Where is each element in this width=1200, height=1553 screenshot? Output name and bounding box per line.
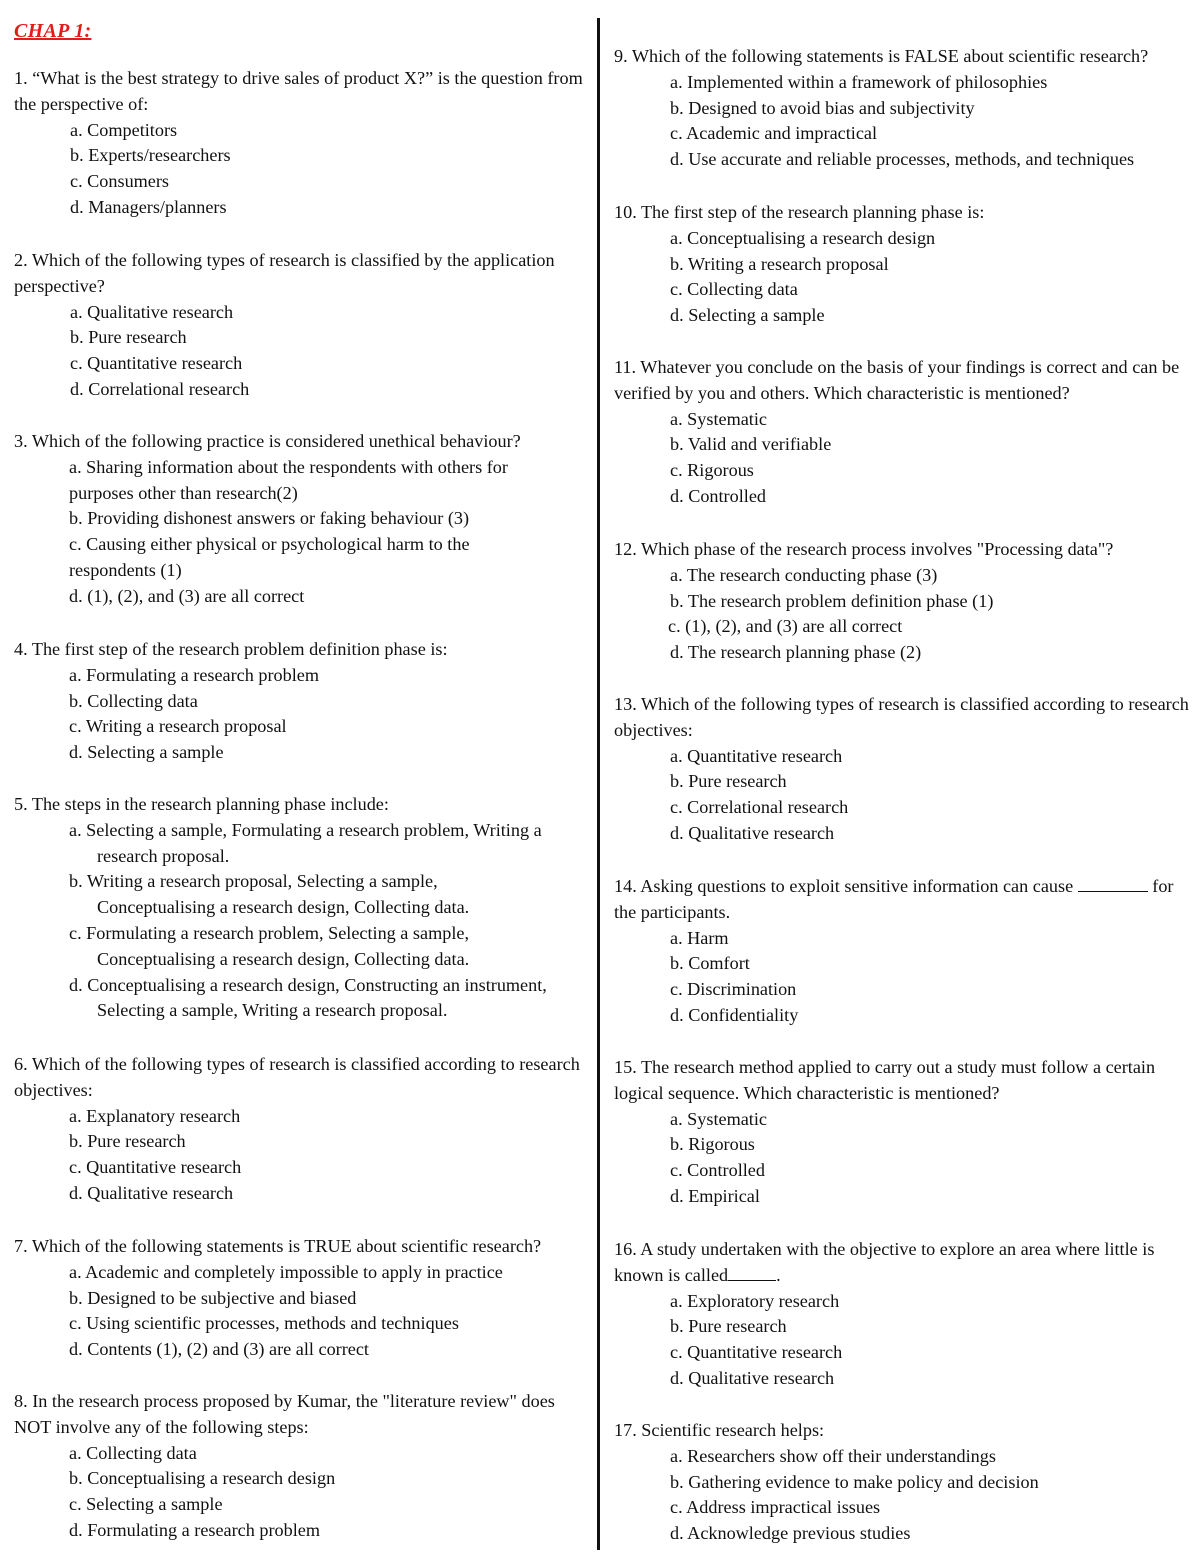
option-a[interactable]: a. Researchers show off their understandings bbox=[670, 1445, 996, 1466]
option-a[interactable]: a. Exploratory research bbox=[670, 1290, 840, 1311]
question-6 bbox=[14, 1052, 592, 1207]
question-stem: 16. A study undertaken with the objective to explore an area where little is known is called bbox=[614, 1239, 1155, 1285]
question-9 bbox=[614, 44, 1200, 173]
option-d[interactable]: d. The research planning phase (2) bbox=[670, 642, 922, 663]
option-b[interactable]: b. Pure research bbox=[670, 771, 787, 792]
question-8 bbox=[14, 1389, 592, 1544]
option-d[interactable]: d. Acknowledge previous studies bbox=[670, 1523, 911, 1544]
question-5 bbox=[14, 792, 592, 1024]
question-14 bbox=[614, 874, 1200, 1029]
option-a[interactable]: a. Selecting a sample, Formulating a research problem, Writing a research proposal. bbox=[69, 819, 542, 866]
option-b[interactable]: b. Gathering evidence to make policy and decision bbox=[670, 1471, 1039, 1492]
option-a[interactable]: a. Academic and completely impossible to apply in practice bbox=[69, 1261, 503, 1282]
question-text: 2. Which of the following types of research is classified by the application perspective? bbox=[14, 250, 555, 296]
option-a[interactable]: a. Explanatory research bbox=[69, 1105, 241, 1126]
option-b[interactable]: b. Pure research bbox=[69, 1131, 186, 1152]
question-12 bbox=[614, 537, 1200, 666]
options-list bbox=[614, 926, 1200, 1029]
option-c[interactable]: c. Writing a research proposal bbox=[69, 716, 287, 737]
option-d[interactable]: d. Selecting a sample bbox=[69, 742, 224, 763]
options-list bbox=[14, 663, 592, 766]
option-c[interactable]: c. Collecting data bbox=[670, 279, 798, 300]
question-text: 3. Which of the following practice is considered unethical behaviour? bbox=[14, 431, 521, 451]
options-list bbox=[614, 226, 1200, 329]
option-b[interactable]: b. Pure research bbox=[70, 327, 187, 348]
question-17 bbox=[614, 1418, 1200, 1547]
question-text: 4. The first step of the research problem definition phase is: bbox=[14, 639, 448, 659]
option-c[interactable]: c. Academic and impractical bbox=[670, 123, 878, 144]
question-text: 5. The steps in the research planning phase include: bbox=[14, 794, 389, 814]
option-a[interactable]: a. Conceptualising a research design bbox=[670, 227, 936, 248]
question-stem-continued: . bbox=[776, 1264, 781, 1285]
option-b[interactable]: b. Valid and verifiable bbox=[670, 434, 832, 455]
option-b[interactable]: b. Conceptualising a research design bbox=[69, 1468, 336, 1489]
options-list bbox=[614, 744, 1200, 847]
options-list bbox=[614, 407, 1200, 510]
option-a[interactable]: a. Systematic bbox=[670, 1108, 767, 1129]
question-11 bbox=[614, 355, 1200, 510]
option-b[interactable]: b. Providing dishonest answers or faking behaviour (3) bbox=[69, 508, 470, 529]
options-list bbox=[14, 1104, 592, 1207]
options-list bbox=[14, 455, 592, 610]
question-15 bbox=[614, 1055, 1200, 1210]
question-text: 6. Which of the following types of research is classified according to research objectives: bbox=[14, 1054, 580, 1100]
answer-blank[interactable] bbox=[1078, 875, 1148, 892]
question-3 bbox=[14, 429, 592, 610]
option-a[interactable]: a. Systematic bbox=[670, 408, 767, 429]
options-list bbox=[614, 70, 1200, 173]
option-b[interactable]: b. The research problem definition phase (1) bbox=[670, 590, 994, 611]
option-c[interactable]: c. Correlational research bbox=[670, 797, 849, 818]
question-text: 8. In the research process proposed by Kumar, the "literature review" does NOT involve any of the following steps: bbox=[14, 1391, 555, 1437]
option-a[interactable]: a. Qualitative research bbox=[70, 301, 234, 322]
option-b[interactable]: b. Rigorous bbox=[670, 1134, 755, 1155]
option-c[interactable]: c. Discrimination bbox=[670, 979, 797, 1000]
options-list bbox=[614, 563, 1200, 666]
answer-blank[interactable] bbox=[728, 1264, 776, 1281]
question-text: 9. Which of the following statements is FALSE about scientific research? bbox=[614, 46, 1149, 66]
question-16 bbox=[614, 1237, 1200, 1392]
question-13 bbox=[614, 692, 1200, 847]
question-7 bbox=[14, 1234, 592, 1363]
option-c[interactable]: c. Formulating a research problem, Selecting a sample, Conceptualising a research design, Collecting data. bbox=[69, 922, 470, 969]
question-stem-continued: for the participants. bbox=[614, 876, 1174, 922]
option-a[interactable]: a. Competitors bbox=[70, 119, 178, 140]
options-list bbox=[14, 818, 592, 1024]
options-list bbox=[14, 1260, 592, 1363]
options-list bbox=[14, 300, 592, 403]
option-a[interactable]: a. Formulating a research problem bbox=[69, 664, 319, 685]
question-text: 15. The research method applied to carry out a study must follow a certain logical sequence. Which characteristic is mentioned? bbox=[614, 1057, 1156, 1103]
option-b[interactable]: b. Designed to be subjective and biased bbox=[69, 1287, 357, 1308]
option-a[interactable]: a. Collecting data bbox=[69, 1442, 197, 1463]
option-c[interactable]: c. Selecting a sample bbox=[69, 1494, 223, 1515]
option-d[interactable]: d. (1), (2), and (3) are all correct bbox=[69, 585, 305, 606]
option-d[interactable]: d. Conceptualising a research design, Constructing an instrument, Selecting a sample, Writing a research proposal. bbox=[69, 974, 547, 1021]
option-d[interactable]: d. Qualitative research bbox=[670, 822, 835, 843]
question-4 bbox=[14, 637, 592, 766]
option-c[interactable]: c. Causing either physical or psychological harm to the respondents (1) bbox=[69, 534, 470, 580]
options-list bbox=[14, 1441, 592, 1544]
option-c[interactable]: c. Quantitative research bbox=[670, 1342, 843, 1363]
option-d[interactable]: d. Controlled bbox=[670, 485, 766, 506]
option-a[interactable]: a. Implemented within a framework of philosophies bbox=[670, 71, 1048, 92]
options-list bbox=[14, 118, 592, 221]
question-text bbox=[614, 874, 1200, 926]
chapter-title: CHAP 1: bbox=[14, 20, 92, 42]
option-d[interactable]: d. Empirical bbox=[670, 1185, 760, 1206]
question-text: 13. Which of the following types of research is classified according to research objectives: bbox=[614, 694, 1189, 740]
option-d[interactable]: d. Contents (1), (2) and (3) are all correct bbox=[69, 1339, 369, 1360]
option-d[interactable]: d. Qualitative research bbox=[670, 1367, 835, 1388]
option-c[interactable]: c. (1), (2), and (3) are all correct bbox=[668, 616, 903, 637]
column-divider bbox=[597, 18, 600, 1550]
question-10 bbox=[614, 200, 1200, 329]
option-d[interactable]: d. Correlational research bbox=[70, 378, 250, 399]
option-b[interactable]: b. Writing a research proposal bbox=[670, 253, 889, 274]
question-1 bbox=[14, 66, 592, 221]
option-d[interactable]: d. Use accurate and reliable processes, methods, and techniques bbox=[670, 149, 1135, 170]
option-b[interactable]: b. Collecting data bbox=[69, 690, 198, 711]
question-2 bbox=[14, 248, 592, 403]
option-b[interactable]: b. Writing a research proposal, Selecting a sample, Conceptualising a research design, Collecting data. bbox=[69, 871, 470, 918]
option-a[interactable]: a. Harm bbox=[670, 927, 729, 948]
option-c[interactable]: c. Using scientific processes, methods and techniques bbox=[69, 1313, 459, 1334]
options-list bbox=[614, 1107, 1200, 1210]
options-list bbox=[614, 1289, 1200, 1392]
option-c[interactable]: c. Consumers bbox=[70, 171, 170, 192]
question-stem: 14. Asking questions to exploit sensitive information can cause bbox=[614, 876, 1074, 896]
option-c[interactable]: c. Address impractical issues bbox=[670, 1497, 881, 1518]
option-d[interactable]: d. Selecting a sample bbox=[670, 305, 825, 326]
option-a[interactable]: a. Sharing information about the respondents with others for purposes other than research(2) bbox=[69, 456, 508, 503]
option-b[interactable]: b. Pure research bbox=[670, 1316, 787, 1337]
question-text: 17. Scientific research helps: bbox=[614, 1420, 825, 1440]
option-d[interactable]: d. Confidentiality bbox=[670, 1004, 799, 1025]
question-text bbox=[614, 1237, 1200, 1289]
option-d[interactable]: d. Qualitative research bbox=[69, 1182, 234, 1203]
option-b[interactable]: b. Comfort bbox=[670, 953, 750, 974]
option-b[interactable]: b. Experts/researchers bbox=[70, 145, 231, 166]
option-c[interactable]: c. Rigorous bbox=[670, 460, 754, 481]
question-text: 7. Which of the following statements is TRUE about scientific research? bbox=[14, 1236, 542, 1256]
question-text: 11. Whatever you conclude on the basis of your findings is correct and can be verified by you and others. Which characteristic is mentioned? bbox=[614, 357, 1180, 403]
option-d[interactable]: d. Managers/planners bbox=[70, 196, 227, 217]
options-list bbox=[614, 1444, 1200, 1547]
option-d[interactable]: d. Formulating a research problem bbox=[69, 1519, 321, 1540]
option-a[interactable]: a. The research conducting phase (3) bbox=[670, 564, 938, 585]
option-b[interactable]: b. Designed to avoid bias and subjectivity bbox=[670, 97, 975, 118]
question-text: 10. The first step of the research planning phase is: bbox=[614, 202, 985, 222]
option-a[interactable]: a. Quantitative research bbox=[670, 745, 843, 766]
question-text: 1. “What is the best strategy to drive sales of product X?” is the question from the perspective of: bbox=[14, 68, 583, 114]
option-c[interactable]: c. Quantitative research bbox=[70, 353, 243, 374]
option-c[interactable]: c. Controlled bbox=[670, 1160, 765, 1181]
option-c[interactable]: c. Quantitative research bbox=[69, 1157, 242, 1178]
question-text: 12. Which phase of the research process involves "Processing data"? bbox=[614, 539, 1114, 559]
